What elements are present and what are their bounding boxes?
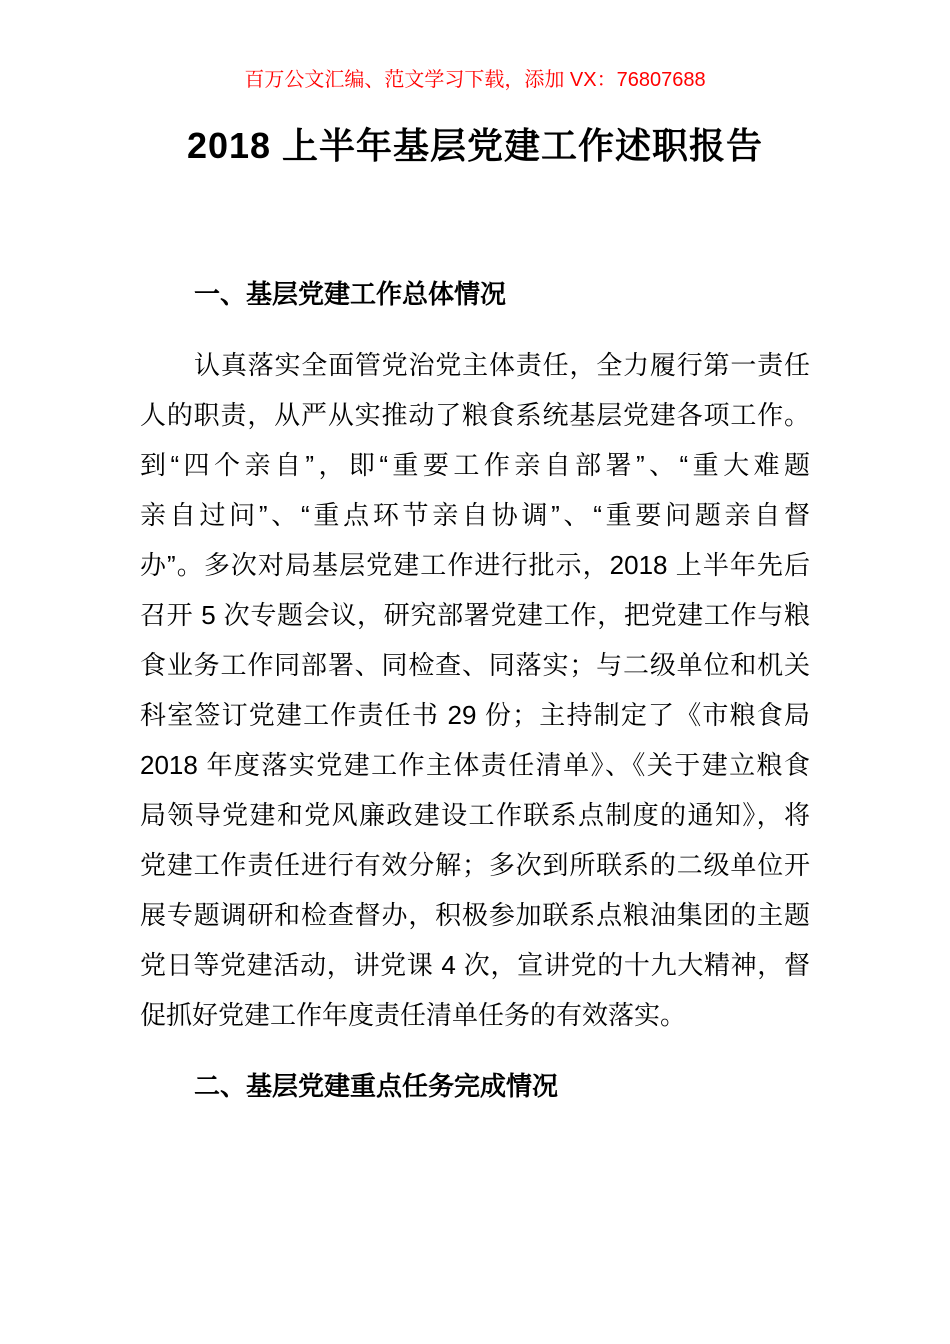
- paragraph-line: 展专题调研和检查督办，积极参加联系点粮油集团的主题: [140, 900, 810, 930]
- paragraph-line: 局领导党建和党风廉政建设工作联系点制度的通知》，将: [140, 800, 810, 830]
- paragraph-line: 促抓好党建工作年度责任清单任务的有效落实。: [140, 1000, 687, 1030]
- paragraph-line: 召开 5 次专题会议，研究部署党建工作，把党建工作与粮: [140, 600, 810, 630]
- body-paragraph: [140, 340, 810, 1040]
- paragraph-line: 认真落实全面管党治党主体责任，全力履行第一责任: [194, 350, 810, 380]
- paragraph-line: 党建工作责任进行有效分解；多次到所联系的二级单位开: [140, 850, 810, 880]
- document-title: 2018 上半年基层党建工作述职报告: [186, 125, 764, 166]
- section-heading-1: 一、基层党建工作总体情况: [194, 279, 507, 309]
- paragraph-line: 2018 年度落实党建工作主体责任清单》、《关于建立粮食: [140, 750, 810, 780]
- paragraph-line: 到“四个亲自”，即“重要工作亲自部署”、“重大难题: [140, 450, 810, 480]
- section-heading-2: 二、基层党建重点任务完成情况: [194, 1071, 559, 1101]
- paragraph-line: 科室签订党建工作责任书 29 份；主持制定了《市粮食局: [140, 700, 810, 730]
- paragraph-line: 党日等党建活动，讲党课 4 次，宣讲党的十九大精神，督: [140, 950, 810, 980]
- paragraph-line: 亲自过问”、“重点环节亲自协调”、“重要问题亲自督: [140, 500, 810, 530]
- paragraph-line: 办”。多次对局基层党建工作进行批示，2018 上半年先后: [140, 550, 810, 580]
- ad-banner-text: 百万公文汇编、范文学习下载，添加 VX：76807688: [244, 69, 706, 91]
- paragraph-line: 人的职责，从严从实推动了粮食系统基层党建各项工作。: [140, 400, 810, 430]
- paragraph-line: 食业务工作同部署、同检查、同落实；与二级单位和机关: [140, 650, 810, 680]
